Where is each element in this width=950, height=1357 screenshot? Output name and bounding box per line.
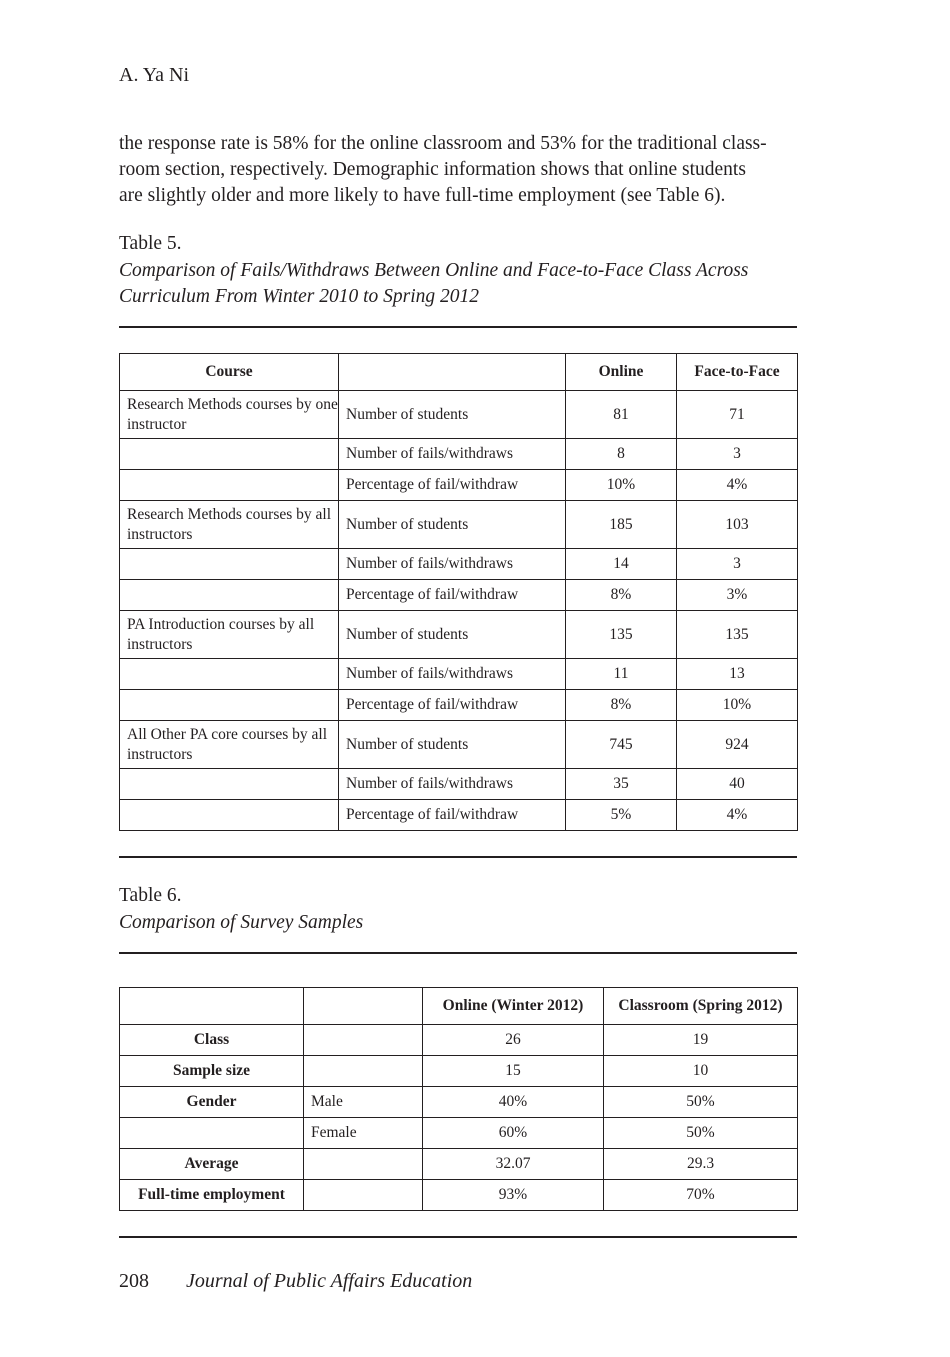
metric-label: Number of students — [339, 611, 566, 659]
course-name: All Other PA core courses by all instructors — [120, 721, 339, 769]
course-cell-empty — [120, 470, 339, 501]
row-sublabel: Female — [304, 1118, 423, 1149]
online-value: 10% — [566, 470, 677, 501]
online-value: 11 — [566, 659, 677, 690]
course-cell-empty — [120, 769, 339, 800]
body-line: the response rate is 58% for the online classroom and 53% for the traditional class- — [119, 133, 767, 154]
metric-label: Percentage of fail/withdraw — [339, 690, 566, 721]
classroom-value: 50% — [604, 1118, 798, 1149]
f2f-value: 3 — [677, 549, 798, 580]
online-value: 8% — [566, 580, 677, 611]
table-row — [120, 769, 798, 800]
table-row — [120, 659, 798, 690]
table5-title — [119, 258, 748, 310]
f2f-value: 924 — [677, 721, 798, 769]
table5-header-course: Course — [120, 354, 339, 391]
row-label: Average — [120, 1149, 304, 1180]
f2f-value: 40 — [677, 769, 798, 800]
body-paragraph — [119, 131, 799, 209]
table-row — [120, 580, 798, 611]
f2f-value: 4% — [677, 800, 798, 831]
classroom-value: 10 — [604, 1056, 798, 1087]
metric-label: Percentage of fail/withdraw — [339, 470, 566, 501]
body-line: are slightly older and more likely to have full-time employment (see Table 6). — [119, 185, 726, 206]
online-value: 60% — [423, 1118, 604, 1149]
row-sublabel — [304, 1025, 423, 1056]
metric-label: Number of students — [339, 501, 566, 549]
table5-bottom-rule — [119, 856, 797, 858]
metric-label: Percentage of fail/withdraw — [339, 580, 566, 611]
page-number: 208 — [119, 1270, 149, 1292]
table6-header-sub — [304, 988, 423, 1025]
online-value: 8% — [566, 690, 677, 721]
row-label: Class — [120, 1025, 304, 1056]
table5-title-line: Comparison of Fails/Withdraws Between Online and Face-to-Face Class Across — [119, 260, 749, 281]
table6-title: Comparison of Survey Samples — [119, 912, 364, 933]
f2f-value: 103 — [677, 501, 798, 549]
online-value: 35 — [566, 769, 677, 800]
f2f-value: 135 — [677, 611, 798, 659]
classroom-value: 19 — [604, 1025, 798, 1056]
online-value: 135 — [566, 611, 677, 659]
f2f-value: 71 — [677, 391, 798, 439]
metric-label: Number of fails/withdraws — [339, 549, 566, 580]
row-sublabel: Male — [304, 1087, 423, 1118]
course-name: Research Methods courses by all instructors — [120, 501, 339, 549]
classroom-value: 50% — [604, 1087, 798, 1118]
row-sublabel — [304, 1180, 423, 1211]
online-value: 14 — [566, 549, 677, 580]
table6-header-label — [120, 988, 304, 1025]
row-label: Full-time employment — [120, 1180, 304, 1211]
table-row — [120, 1118, 798, 1149]
table5-title-line: Curriculum From Winter 2010 to Spring 2012 — [119, 286, 480, 307]
f2f-value: 10% — [677, 690, 798, 721]
metric-label: Percentage of fail/withdraw — [339, 800, 566, 831]
f2f-value: 3% — [677, 580, 798, 611]
table6-top-rule — [119, 952, 797, 954]
body-line: room section, respectively. Demographic information shows that online students — [119, 159, 746, 180]
journal-name: Journal of Public Affairs Education — [186, 1270, 473, 1292]
metric-label: Number of fails/withdraws — [339, 769, 566, 800]
table6-header-classroom: Classroom (Spring 2012) — [604, 988, 798, 1025]
table6 — [119, 987, 798, 1211]
table-row — [120, 1180, 798, 1211]
table-row — [120, 1025, 798, 1056]
classroom-value: 70% — [604, 1180, 798, 1211]
table5-header-f2f: Face-to-Face — [677, 354, 798, 391]
row-label: Gender — [120, 1087, 304, 1118]
table5-header-online: Online — [566, 354, 677, 391]
table-row — [120, 800, 798, 831]
course-name: Research Methods courses by one instructor — [120, 391, 339, 439]
online-value: 185 — [566, 501, 677, 549]
table5-header-metric — [339, 354, 566, 391]
classroom-value: 29.3 — [604, 1149, 798, 1180]
table6-header-row — [120, 988, 798, 1025]
course-cell-empty — [120, 549, 339, 580]
online-value: 40% — [423, 1087, 604, 1118]
table6-label: Table 6. — [119, 885, 182, 906]
table-row — [120, 391, 798, 439]
course-cell-empty — [120, 659, 339, 690]
table-row — [120, 1149, 798, 1180]
online-value: 5% — [566, 800, 677, 831]
table6-bottom-rule — [119, 1236, 797, 1238]
metric-label: Number of students — [339, 391, 566, 439]
table-row — [120, 721, 798, 769]
f2f-value: 4% — [677, 470, 798, 501]
course-name: PA Introduction courses by all instructors — [120, 611, 339, 659]
online-value: 15 — [423, 1056, 604, 1087]
metric-label: Number of fails/withdraws — [339, 439, 566, 470]
table-row — [120, 690, 798, 721]
metric-label: Number of fails/withdraws — [339, 659, 566, 690]
running-head: A. Ya Ni — [119, 64, 190, 86]
table-row — [120, 1056, 798, 1087]
table-row — [120, 470, 798, 501]
row-sublabel — [304, 1149, 423, 1180]
row-sublabel — [304, 1056, 423, 1087]
table-row — [120, 611, 798, 659]
table5-header-row — [120, 354, 798, 391]
online-value: 81 — [566, 391, 677, 439]
table5 — [119, 353, 798, 831]
table-row — [120, 501, 798, 549]
course-cell-empty — [120, 800, 339, 831]
online-value: 32.07 — [423, 1149, 604, 1180]
table-row — [120, 439, 798, 470]
table-row — [120, 1087, 798, 1118]
online-value: 745 — [566, 721, 677, 769]
row-label — [120, 1118, 304, 1149]
table-row — [120, 549, 798, 580]
course-cell-empty — [120, 580, 339, 611]
row-label: Sample size — [120, 1056, 304, 1087]
online-value: 26 — [423, 1025, 604, 1056]
f2f-value: 3 — [677, 439, 798, 470]
course-cell-empty — [120, 439, 339, 470]
table6-header-online: Online (Winter 2012) — [423, 988, 604, 1025]
online-value: 93% — [423, 1180, 604, 1211]
table5-label: Table 5. — [119, 233, 182, 254]
metric-label: Number of students — [339, 721, 566, 769]
f2f-value: 13 — [677, 659, 798, 690]
course-cell-empty — [120, 690, 339, 721]
online-value: 8 — [566, 439, 677, 470]
table5-top-rule — [119, 326, 797, 328]
